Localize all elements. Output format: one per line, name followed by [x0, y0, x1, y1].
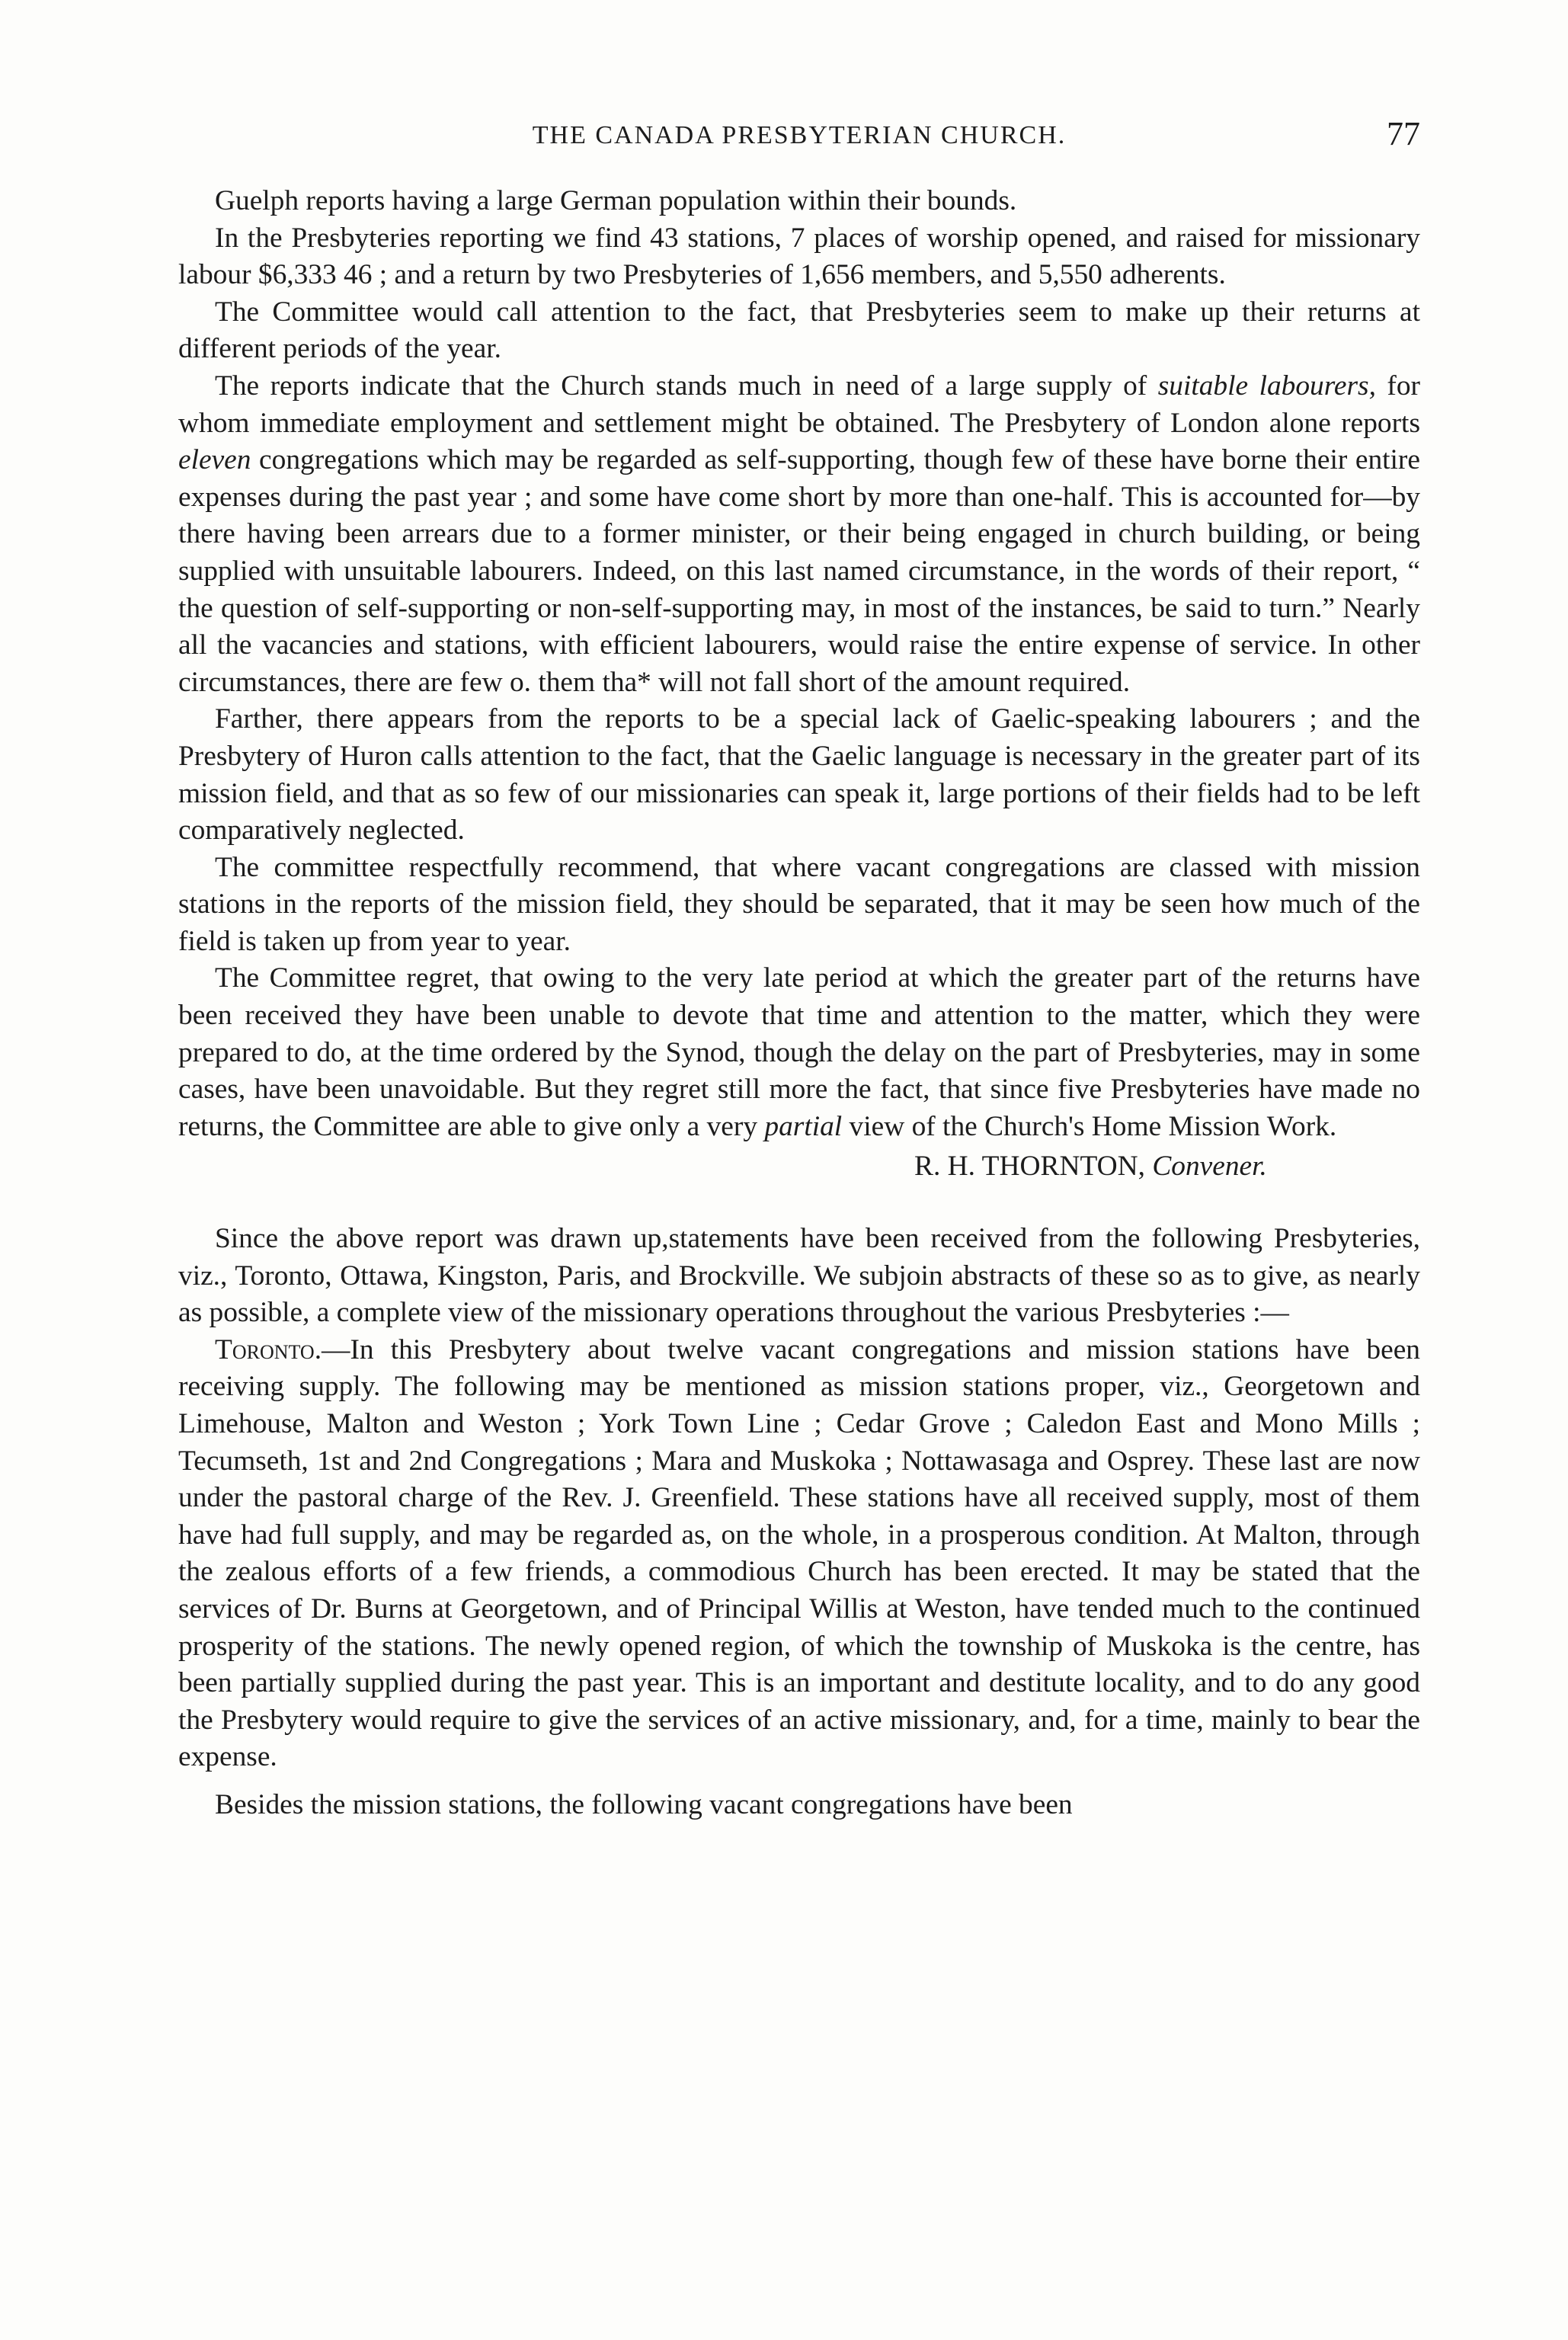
- paragraph-returns-timing: The Committee would call attention to the fact, that Presbyteries seem to make up their returns at different periods of the year.: [178, 296, 1420, 365]
- paragraph-toronto: [178, 1332, 1420, 1776]
- text-run: view of the Church's Home Mission Work.: [842, 1110, 1337, 1142]
- italic-word: partial: [764, 1110, 843, 1142]
- signatory-role: Convener.: [1152, 1151, 1267, 1183]
- paragraph-recommendation: The committee respectfully recommend, that where vacant congregations are classed with mission stations in the reports of the mission field, they should be separated, that it may be seen how much of the field is taken up from year to year.: [178, 851, 1420, 957]
- signatory-name: R. H. THORNTON,: [914, 1151, 1145, 1183]
- running-header: [178, 113, 1420, 158]
- paragraph-continued: Besides the mission stations, the following vacant congregations have been: [215, 1788, 1073, 1820]
- paragraph-gaelic-labourers: Farther, there appears from the reports to be a special lack of Gaelic-speaking labourers ; and the Presbytery of Huron calls attention to the fact, that the Gaelic language is necessary in the greater part of its mission field, and that as so few of our missionaries can speak it, large portions of their fields had to be left comparatively neglected.: [178, 703, 1420, 847]
- text-run: The Committee regret, that owing to the very late period at which the greater part of the returns have been received they have been unable to devote that time and attention to the matter, which they were prepared to do, at the time ordered by the Synod, though the delay on the part of Presbyteries, may in some cases, have been unavoidable. But they regret still more the fact, that since five Presbyteries have made no returns, the Committee are able to give only a very: [178, 962, 1420, 1142]
- text-run: —In this Presbytery about twelve vacant congregations and mission stations have been receiving supply. The following may be mentioned as mission stations proper, viz., Georgetown and Limehouse, Malton and Weston ; York Town Line ; Cedar Grove ; Caledon East and Mono Mills ; Tecumseth, 1st and 2nd Congregations ; Mara and Muskoka ; Nottawasaga and Osprey. These last are now under the pastoral charge of the Rev. J. Greenfield. These stations have all received supply, most of them have had full supply, and may be regarded as, on the whole, in a prosperous condition. At Malton, through the zealous efforts of a few friends, a commodious Church has been erected. It may be stated that the services of Dr. Burns at Georgetown, and of Principal Willis at Weston, have tended much to the continued prosperity of the stations. The newly opened region, of which the township of Muskoka is the centre, has been partially supplied during the past year. This is an important and destitute locality, and to do any good the Presbytery would require to give the services of an active missionary, and, for a time, mainly to bear the expense.: [178, 1333, 1420, 1773]
- text-run: congregations which may be regarded as self-supporting, though few of these have borne their entire expenses during the past year ; and some have come short by more than one-half. This is accounted for—by there having been arrears due to a former minister, or their being engaged in church building, or being supplied with unsuitable labourers. Indeed, on this last named circumstance, in the words of their report, “ the question of self-supporting or non-self-supporting may, in most of the instances, be said to turn.” Nearly all the vacancies and stations, with efficient labourers, would raise the entire expense of service. In other circumstances, there are few o. them tha* will not fall short of the amount required.: [178, 444, 1420, 698]
- paragraph-committee-regret: [178, 960, 1420, 1145]
- paragraph-labourer-supply: [178, 368, 1420, 701]
- paragraph-statistics: In the Presbyteries reporting we find 43 stations, 7 places of worship opened, and raised for missionary labour $6,333 46 ; and a return by two Presbyteries of 1,656 members, and 5,550 adherents.: [178, 222, 1420, 291]
- page-number: 77: [1387, 115, 1420, 152]
- paragraph-guelph: Guelph reports having a large German population within their bounds.: [215, 185, 1017, 216]
- signature-line: [178, 1148, 1420, 1186]
- running-title: THE CANADA PRESBYTERIAN CHURCH.: [532, 121, 1067, 149]
- italic-phrase: suitable labourers,: [1157, 370, 1376, 402]
- presbytery-heading: Toronto.: [215, 1333, 322, 1365]
- report-body-text: [178, 183, 1420, 1824]
- text-run: The reports indicate that the Church stands much in need of a large supply of: [215, 370, 1158, 402]
- paragraph-later-statements: Since the above report was drawn up,statements have been received from the following Presbyteries, viz., Toronto, Ottawa, Kingston, Paris, and Brockville. We subjoin abstracts of these so as to give, as nearly as possible, a complete view of the missionary operations throughout the various Presbyteries :—: [178, 1223, 1420, 1329]
- text-run: for whom immediate employment and settlement might be obtained. The Presbytery of London alone reports: [178, 370, 1420, 439]
- italic-word: eleven: [178, 444, 251, 476]
